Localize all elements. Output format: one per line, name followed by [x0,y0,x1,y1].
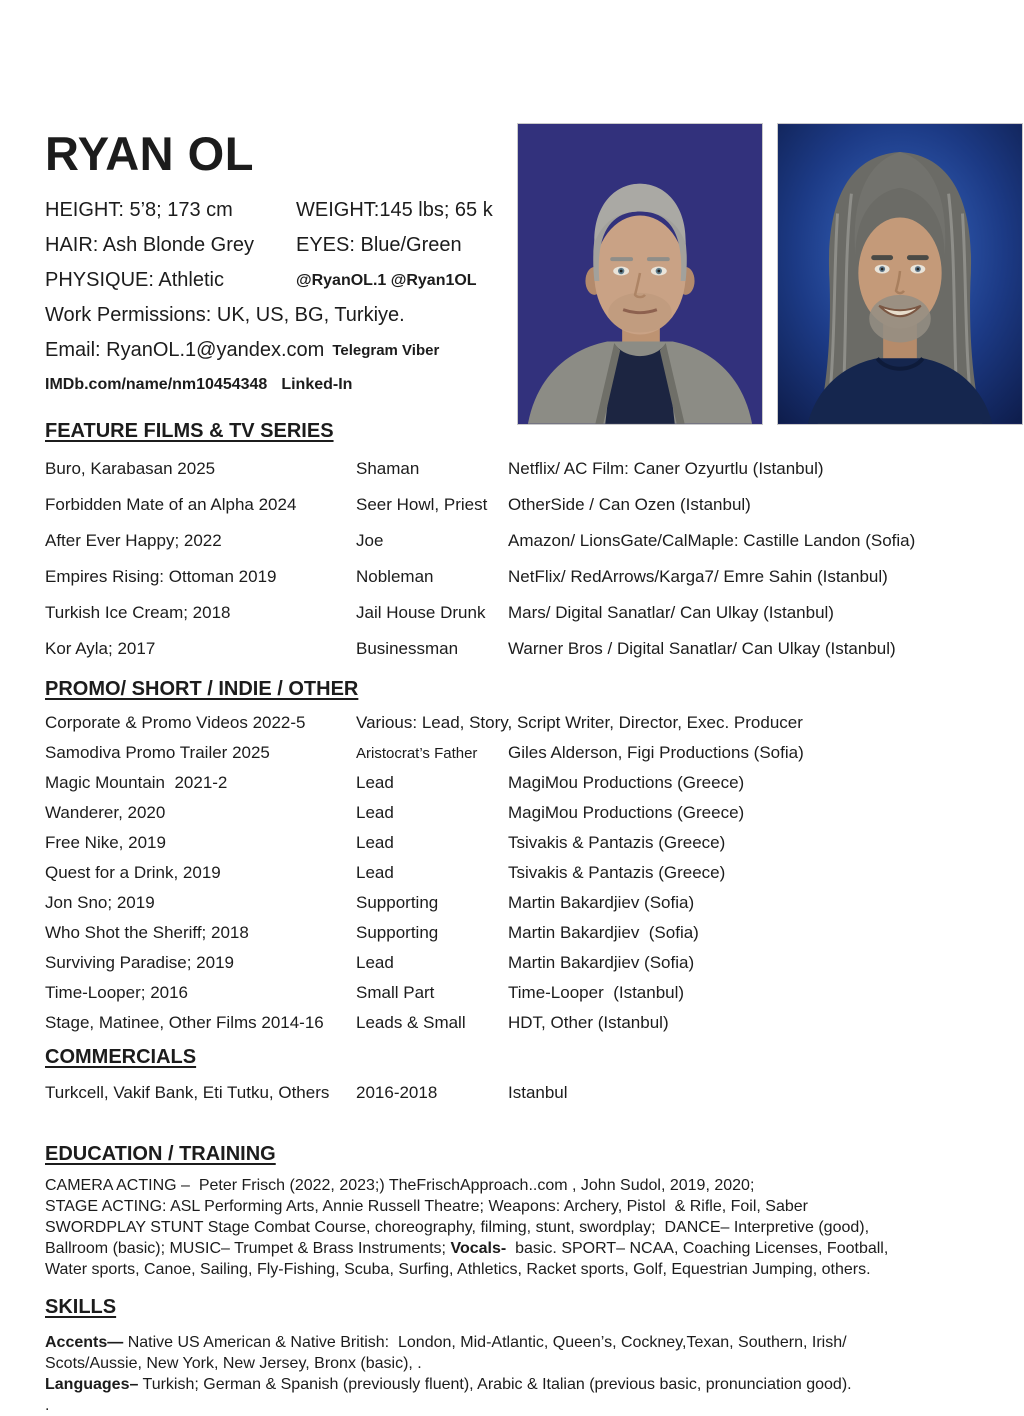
role: Supporting [356,923,439,942]
table-row [45,828,1003,858]
headshot-photo-left [517,123,763,425]
stats-row [45,228,517,263]
role: Seer Howl, Priest [356,495,488,514]
headshot-left-illustration [518,124,762,424]
header-identity-block [45,127,517,401]
skills-languages-label: Languages– [45,1376,139,1393]
social-handles: @RyanOL.1 @Ryan1OL [296,271,477,289]
company-director: Martin Bakardjiev (Sofia) [508,893,695,912]
company-director: Time-Looper (Istanbul) [508,983,685,1002]
table-row [45,595,1003,631]
production-title: Jon Sno; 2019 [45,893,155,912]
skills-accents-label: Accents— [45,1334,124,1351]
table-row [45,451,1003,487]
role: Lead [356,803,394,822]
section-heading-skills: SKILLS [45,1296,117,1318]
table-row [45,978,1003,1008]
production-title: Quest for a Drink, 2019 [45,863,221,882]
height-value: HEIGHT: 5’8; 173 cm [45,199,233,221]
messengers-label: Telegram Viber [332,342,440,359]
production-title: Surviving Paradise; 2019 [45,953,235,972]
production-title: After Ever Happy; 2022 [45,531,222,550]
production-title: Time-Looper; 2016 [45,983,189,1002]
table-row [45,858,1003,888]
production-title: Buro, Karabasan 2025 [45,459,216,478]
role: Aristocrat’s Father [356,744,478,762]
resume-body [45,420,1003,1416]
role: Leads & Small [356,1013,466,1032]
company-director: OtherSide / Can Ozen (Istanbul) [508,495,751,514]
table-row [45,798,1003,828]
company-director: Netflix/ AC Film: Caner Ozyurtlu (Istanbul) [508,459,824,478]
company-director: MagiMou Productions (Greece) [508,803,745,822]
stats-row [45,263,517,298]
company-director: Tsivakis & Pantazis (Greece) [508,863,726,882]
table-row [45,948,1003,978]
production-title: Forbidden Mate of an Alpha 2024 [45,495,297,514]
years: 2016-2018 [356,1083,438,1102]
section-heading-commercials: COMMERCIALS [45,1046,197,1068]
skills-line: . [45,1397,50,1414]
email-address: Email: RyanOL.1@yandex.com [45,339,325,361]
headshot-right-illustration [778,124,1022,424]
linkedin-link-text: Linked-In [281,375,353,393]
company-director: Warner Bros / Digital Sanatlar/ Can Ulkay (Istanbul) [508,639,896,658]
production-title: Turkish Ice Cream; 2018 [45,603,231,622]
role: Lead [356,863,394,882]
section-heading-feature-films: FEATURE FILMS & TV SERIES [45,420,334,442]
stats-row [45,298,517,333]
role: Supporting [356,893,439,912]
skills-line: Native US American & Native British: London, Mid-Atlantic, Queen’s, Cockney,Texan, Southern, Irish/ [123,1334,847,1351]
role: Lead [356,773,394,792]
work-permissions: Work Permissions: UK, US, BG, Turkiye. [45,304,405,326]
company-director: Tsivakis & Pantazis (Greece) [508,833,726,852]
production-title: Wanderer, 2020 [45,803,166,822]
table-row [45,1008,1003,1038]
table-row [45,1076,1003,1110]
education-line: STAGE ACTING: ASL Performing Arts, Annie Russell Theatre; Weapons: Archery, Pistol & Rifle, Foil, Saber [45,1198,808,1215]
role: Shaman [356,459,420,478]
table-row [45,918,1003,948]
commercials-table [45,1076,1003,1110]
role: Businessman [356,639,459,658]
weight-value: WEIGHT:145 lbs; 65 k [296,199,493,221]
hair-value: HAIR: Ash Blonde Grey [45,234,254,256]
table-row [45,487,1003,523]
production-title: Turkcell, Vakif Bank, Eti Tutku, Others [45,1083,330,1102]
education-paragraph [45,1175,1003,1280]
company-director: Amazon/ LionsGate/CalMaple: Castille Landon (Sofia) [508,531,916,550]
headshot-photo-right [777,123,1023,425]
stats-row [45,193,517,228]
company-director: Mars/ Digital Sanatlar/ Can Ulkay (Istanbul) [508,603,834,622]
education-line-bold: Vocals- [450,1240,507,1257]
table-row [45,768,1003,798]
production-title: Free Nike, 2019 [45,833,166,852]
production-title: Who Shot the Sheriff; 2018 [45,923,249,942]
education-line: Ballroom (basic); MUSIC– Trumpet & Brass Instruments; [45,1240,451,1257]
skills-line: Scots/Aussie, New York, New Jersey, Bronx (basic), . [45,1355,422,1372]
company-director: HDT, Other (Istanbul) [508,1013,669,1032]
section-heading-education: EDUCATION / TRAINING [45,1143,276,1165]
education-line: CAMERA ACTING – Peter Frisch (2022, 2023;) TheFrischApproach..com , John Sudol, 2019, 2020; [45,1177,755,1194]
education-line: SWORDPLAY STUNT Stage Combat Course, choreography, filming, stunt, swordplay; DANCE– Interpretive (good), [45,1219,870,1236]
location: Istanbul [508,1083,568,1102]
role: Lead [356,953,394,972]
feature-films-table [45,451,1003,667]
table-row [45,708,1003,738]
company-director: Martin Bakardjiev (Sofia) [508,953,695,972]
company-director: MagiMou Productions (Greece) [508,773,745,792]
skills-paragraph [45,1332,1003,1416]
production-title: Samodiva Promo Trailer 2025 [45,743,270,762]
production-title: Kor Ayla; 2017 [45,639,156,658]
company-director: NetFlix/ RedArrows/Karga7/ Emre Sahin (Istanbul) [508,567,888,586]
imdb-link-text: IMDb.com/name/nm10454348 [45,375,268,393]
company-director: Giles Alderson, Figi Productions (Sofia) [508,743,804,762]
production-title: Magic Mountain 2021-2 [45,773,228,792]
role: Lead [356,833,394,852]
page-title: RYAN OL [45,127,254,180]
production-title: Stage, Matinee, Other Films 2014-16 [45,1013,324,1032]
skills-line: Turkish; German & Spanish (previously fluent), Arabic & Italian (previous basic, pronunciation good). [138,1376,852,1393]
table-row [45,888,1003,918]
table-row [45,559,1003,595]
education-line: Water sports, Canoe, Sailing, Fly-Fishing, Scuba, Surfing, Athletics, Racket sports, Golf, Equestrian Jumping, others. [45,1261,871,1278]
role: Various: Lead, Story, Script Writer, Director, Exec. Producer [356,713,803,732]
role: Nobleman [356,567,434,586]
physique-value: PHYSIQUE: Athletic [45,269,224,291]
education-line: basic. SPORT– NCAA, Coaching Licenses, Football, [506,1240,889,1257]
personal-stats [45,193,517,401]
production-title: Empires Rising: Ottoman 2019 [45,567,277,586]
production-title: Corporate & Promo Videos 2022-5 [45,713,306,732]
table-row [45,631,1003,667]
promo-table [45,708,1003,1038]
role: Joe [356,531,384,550]
stats-row [45,333,517,368]
eyes-value: EYES: Blue/Green [296,234,462,256]
stats-row [45,368,517,401]
table-row [45,738,1003,768]
role: Small Part [356,983,435,1002]
section-heading-promo: PROMO/ SHORT / INDIE / OTHER [45,678,359,700]
table-row [45,523,1003,559]
company-director: Martin Bakardjiev (Sofia) [508,923,699,942]
role: Jail House Drunk [356,603,486,622]
